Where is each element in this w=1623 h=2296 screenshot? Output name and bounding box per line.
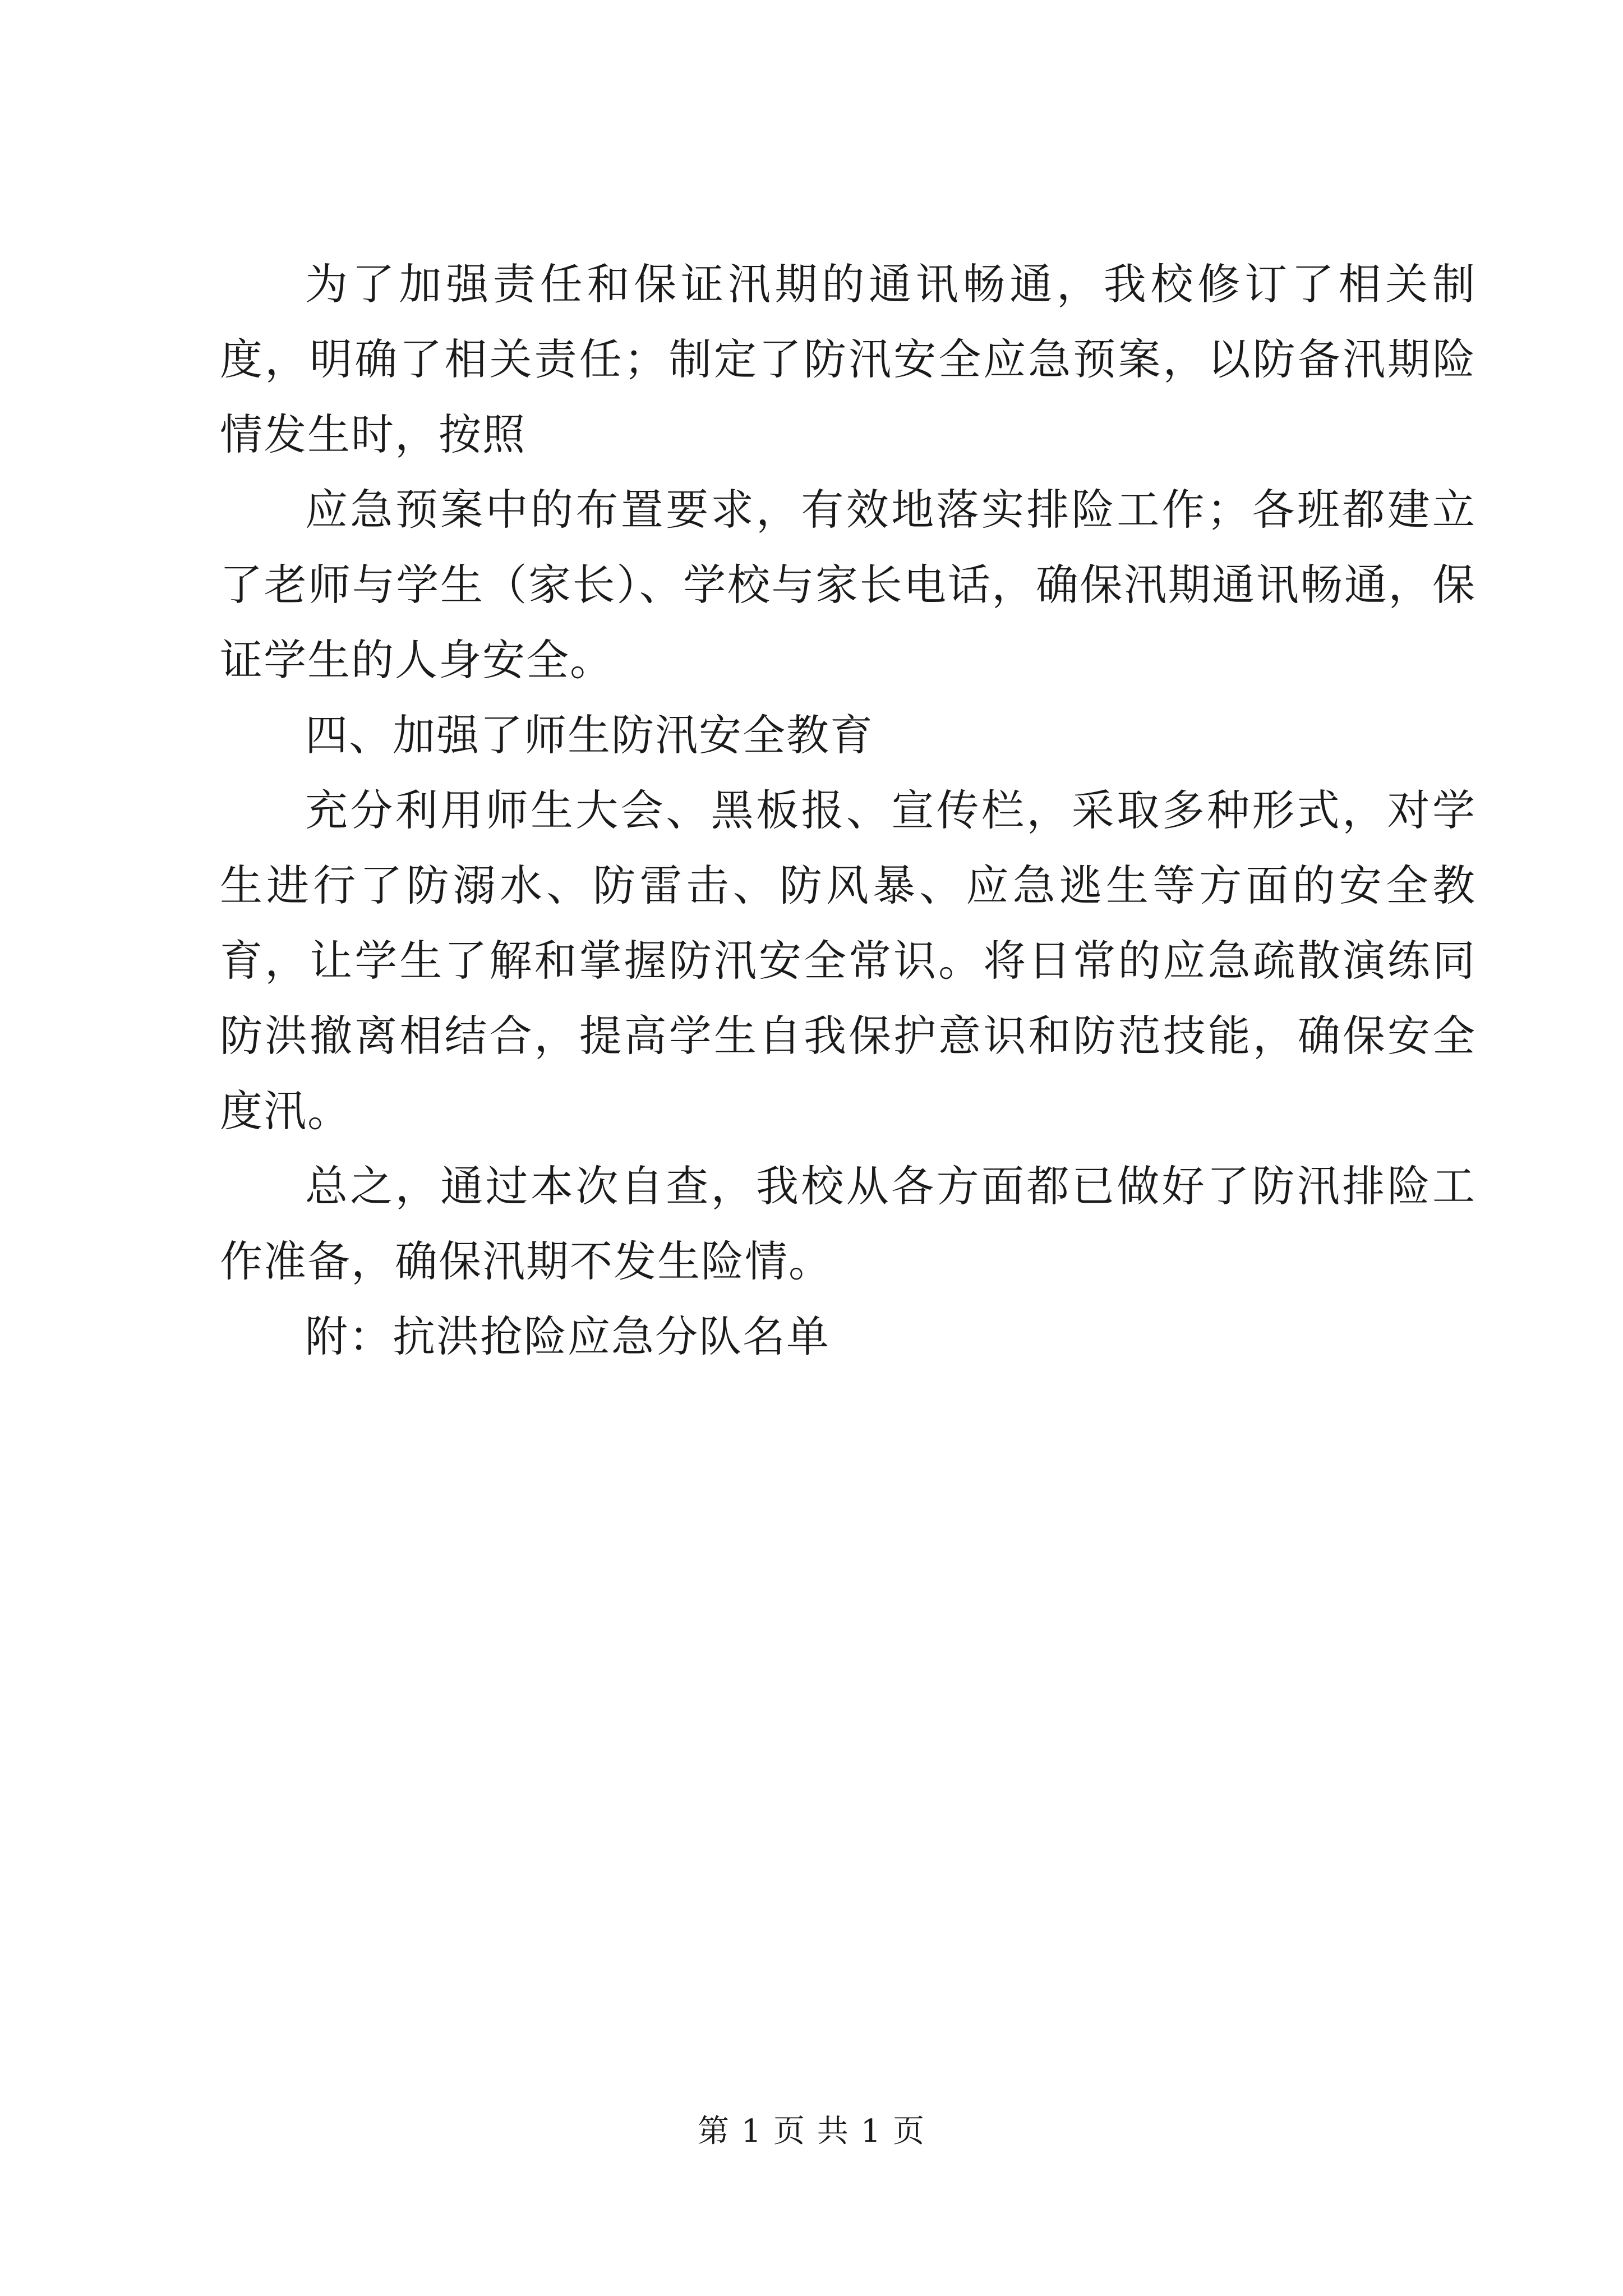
page-footer: 第 1 页 共 1 页 [697,2113,926,2150]
paragraph-safety-education: 充分利用师生大会、黑板报、宣传栏，采取多种形式，对学生进行了防溺水、防雷击、防风暴、应急逃生等方面的安全教育，让学生了解和掌握防汛安全常识。将日常的应急疏散演练同防洪撤离相结合，提高学生自我保护意识和防范技能，确保安全度汛。 [220,785,1476,1136]
paragraph-summary: 总之，通过本次自查，我校从各方面都已做好了防汛排险工作准备，确保汛期不发生险情。 [220,1161,1476,1286]
document-body [220,247,1476,1374]
section-heading-safety-education: 四、加强了师生防汛安全教育 [305,710,874,760]
paragraph-attachment: 附：抗洪抢险应急分队名单 [305,1312,830,1361]
paragraph-emergency-plan: 应急预案中的布置要求，有效地落实排险工作；各班都建立了老师与学生（家长）、学校与家长电话，确保汛期通讯畅通，保证学生的人身安全。 [220,485,1476,685]
paragraph-communication: 为了加强责任和保证汛期的通讯畅通，我校修订了相关制度，明确了相关责任；制定了防汛安全应急预案，以防备汛期险情发生时，按照 [220,259,1476,459]
